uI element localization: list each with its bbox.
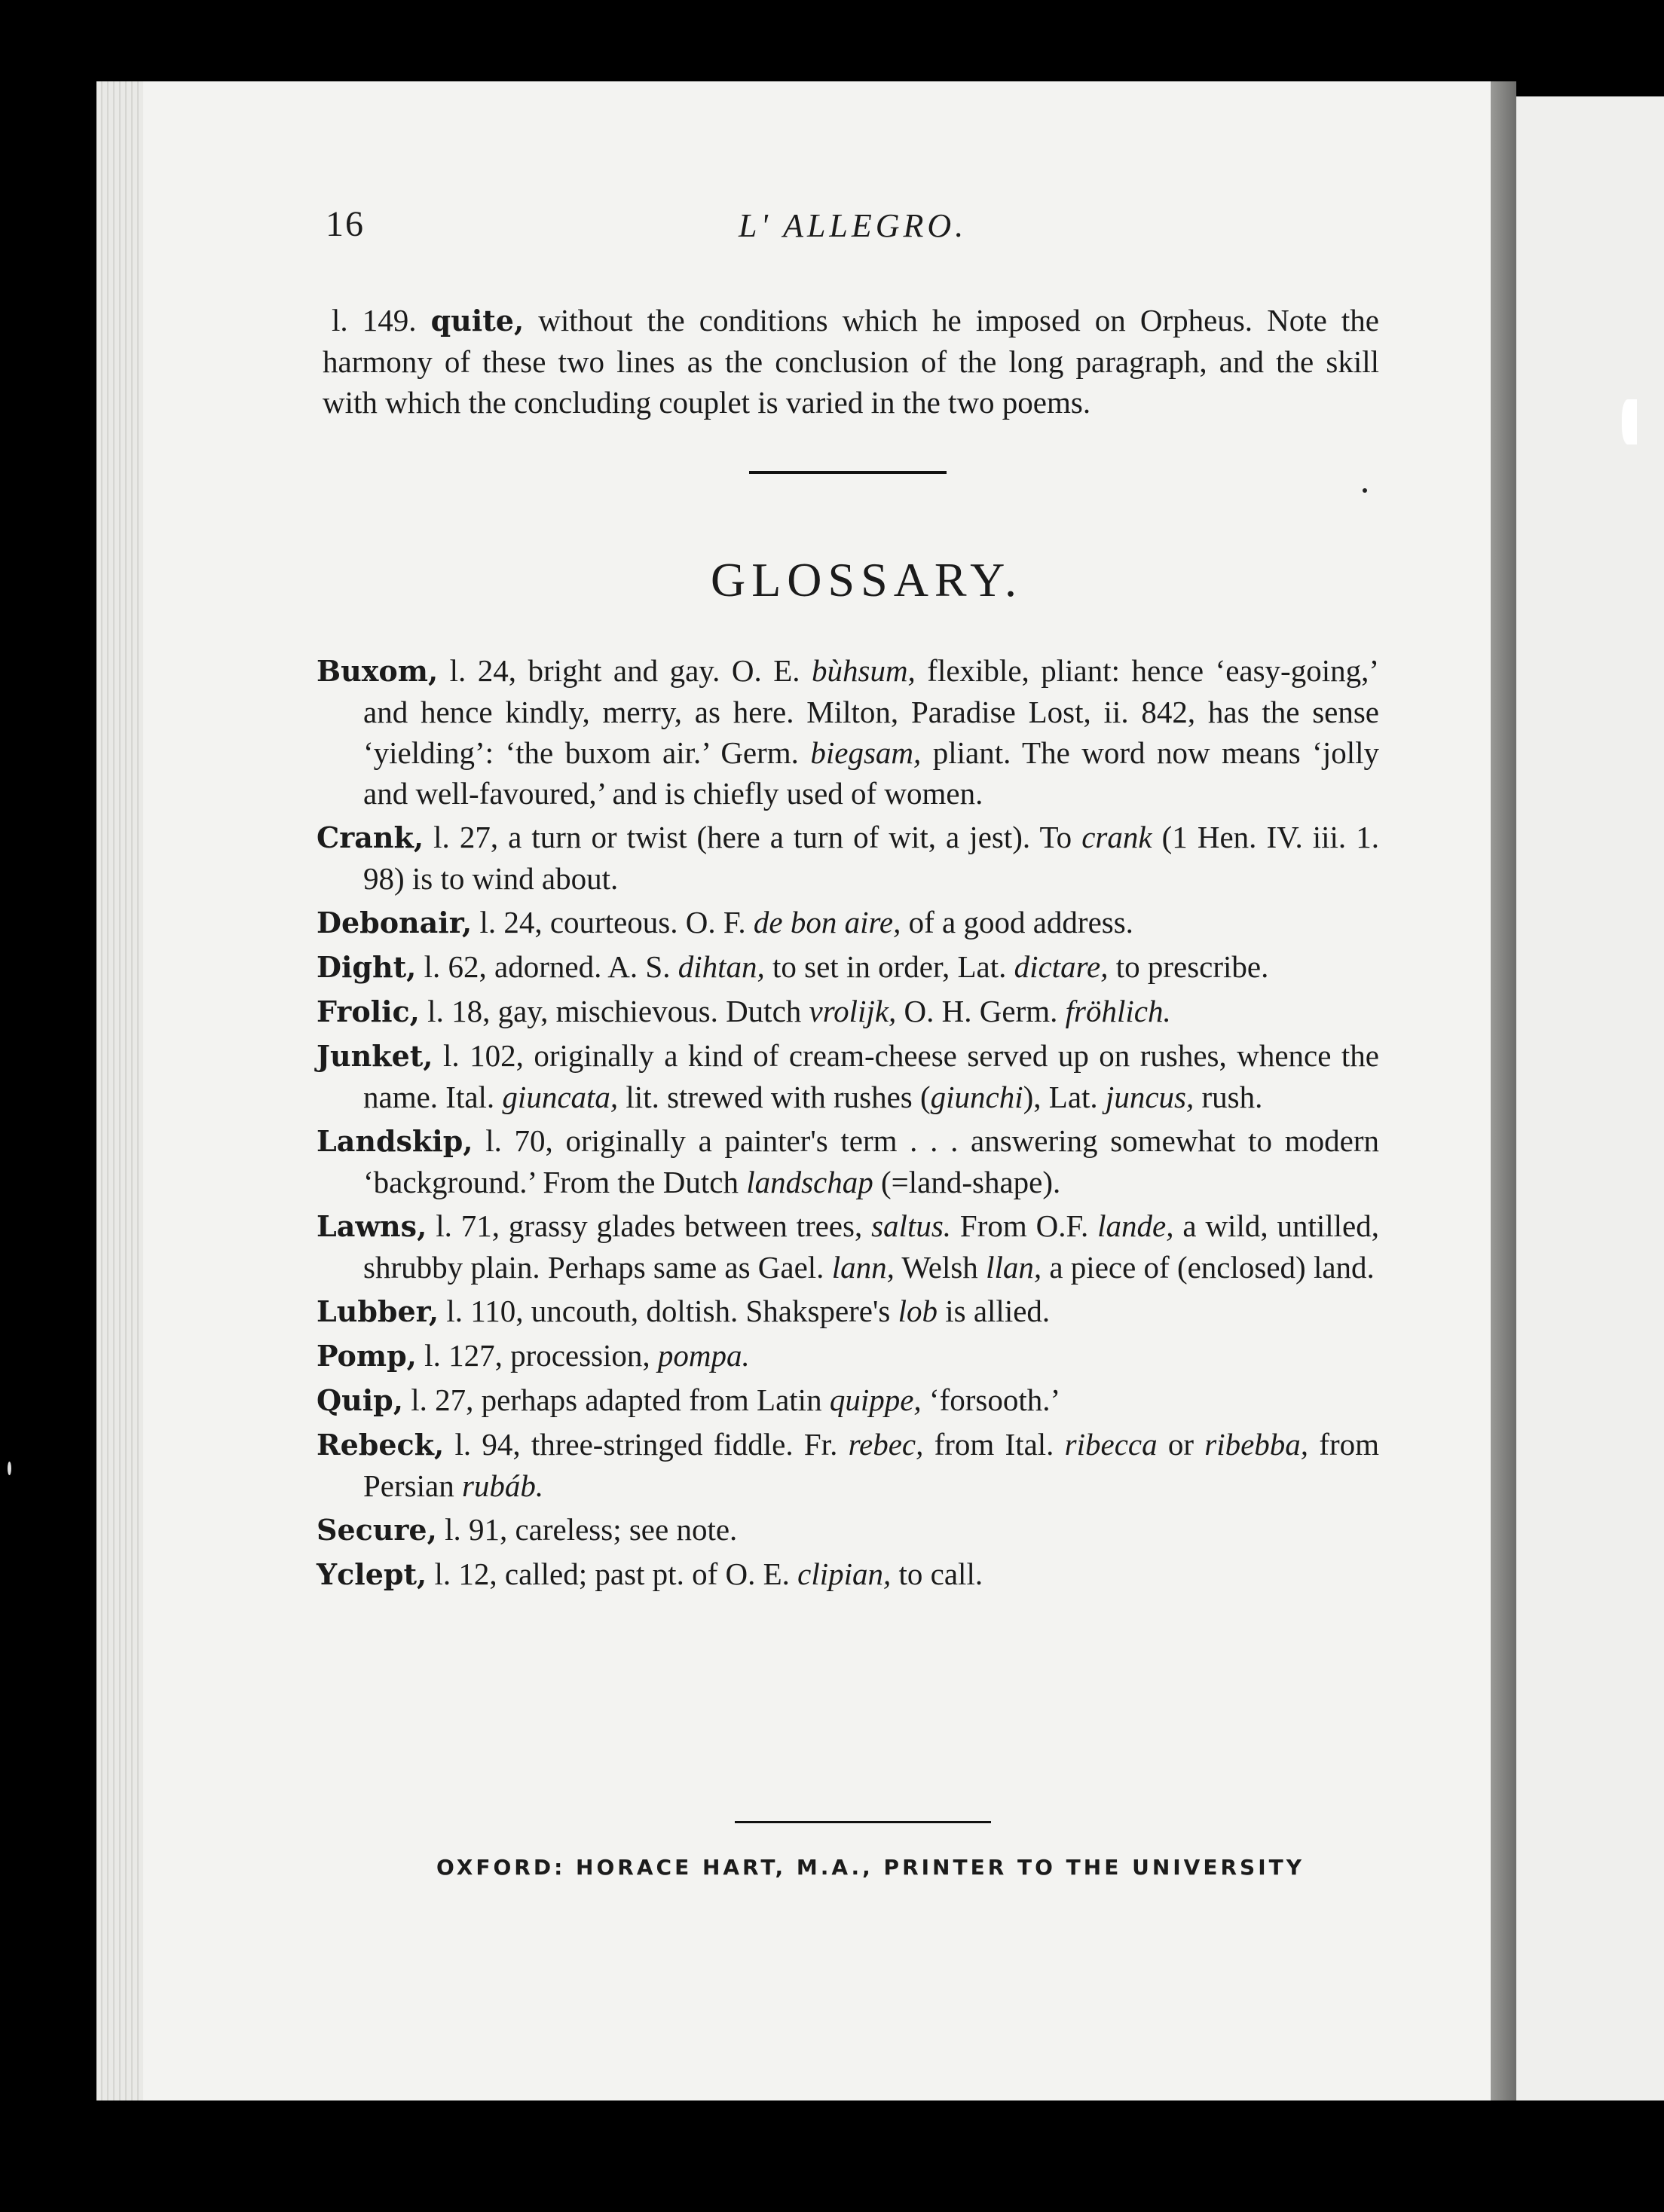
glossary-italic-word: giuncata, [502, 1080, 619, 1114]
glossary-entry [317, 1291, 1379, 1332]
glossary-entry [317, 1554, 1379, 1595]
glossary-italic-word: landschap [746, 1165, 873, 1199]
glossary-entry [317, 817, 1379, 899]
glossary-entry [317, 902, 1379, 943]
glossary-italic-word: lande, [1097, 1208, 1174, 1243]
glossary-italic-word: pompa. [657, 1338, 750, 1373]
glossary-term: Dight, [317, 950, 417, 984]
glossary-italic-word: juncus, [1105, 1080, 1194, 1114]
running-title: L' ALLEGRO. [739, 207, 968, 244]
glossary-italic-word: rubáb. [461, 1468, 544, 1503]
glossary-entry [317, 1120, 1379, 1202]
glossary-italic-word: dihtan, [678, 949, 765, 984]
glossary-term: Junket, [317, 1039, 433, 1073]
glossary-entry [317, 1335, 1379, 1376]
glossary-term: Quip, [317, 1383, 403, 1417]
glossary-term: Rebeck, [317, 1428, 445, 1462]
glossary-definition-text: lit. strewed with rushes ( [618, 1080, 931, 1114]
glossary-italic-word: biegsam, [810, 735, 922, 770]
page-number: 16 [326, 204, 365, 244]
note-lemma: quite, [430, 304, 525, 338]
glossary-italic-word: vrolijk, [809, 994, 897, 1028]
glossary-definition-text: from Ital. [923, 1427, 1065, 1462]
glossary-italic-word: lob [898, 1294, 938, 1328]
glossary-definition-text: l. 71, grassy glades between trees, [427, 1208, 872, 1243]
glossary-definition-text: l. 18, gay, mischievous. Dutch [419, 994, 809, 1028]
glossary-entry [317, 991, 1379, 1032]
glossary-definition-text: a piece of (enclosed) land. [1042, 1250, 1375, 1285]
glossary-definition-text: l. 110, uncouth, doltish. Shakspere's [439, 1294, 898, 1328]
glossary-definition-text: From O.F. [951, 1208, 1098, 1243]
page-content [317, 203, 1379, 1880]
glossary-italic-word: quippe, [829, 1382, 922, 1417]
glossary-term: Debonair, [317, 906, 473, 939]
footer-divider [735, 1821, 991, 1823]
glossary-heading: GLOSSARY. [710, 553, 1023, 606]
running-head [317, 203, 1379, 271]
glossary-italic-word: crank [1081, 820, 1152, 854]
glossary-term: Yclept, [317, 1557, 427, 1591]
glossary-term: Landskip, [317, 1124, 473, 1158]
glossary-definition-text: or [1157, 1427, 1205, 1462]
glossary-italic-word: ribebba, [1204, 1427, 1309, 1462]
glossary-list [317, 650, 1379, 1595]
glossary-definition-text: flexible, pliant: hence ‘easy-going,’ and hence kindly, merry, as here. Milton, Paradise Lost, ii. 842, has the sense ‘yielding’: ‘the buxom air.’ Germ. [363, 653, 1380, 770]
glossary-definition-text: l. 27, a turn or twist (here a turn of wit, a jest). To [424, 820, 1082, 854]
glossary-definition-text: to set in order, Lat. [764, 949, 1014, 984]
glossary-entry [317, 946, 1379, 988]
glossary-definition-text: rush. [1194, 1080, 1263, 1114]
glossary-term: Lubber, [317, 1294, 439, 1328]
glossary-definition-text: ), Lat. [1023, 1080, 1106, 1114]
closing-note [323, 300, 1379, 423]
glossary-term: Secure, [317, 1513, 437, 1547]
glossary-entry [317, 1205, 1379, 1288]
glossary-definition-text: l. 62, adorned. A. S. [416, 949, 678, 984]
glossary-italic-word: bùhsum, [811, 653, 916, 688]
facing-page [1516, 96, 1664, 2100]
glossary-definition-text: to call. [891, 1557, 983, 1591]
glossary-definition-text: (=land-shape). [873, 1165, 1061, 1199]
glossary-definition-text: l. 12, called; past pt. of O. E. [427, 1557, 798, 1591]
note-text: without the conditions which he imposed on Orpheus. Note the harmony of these two lines as the conclusion of the long paragraph, and the skill with which the concluding couplet is varied in the two poems. [323, 303, 1379, 420]
glossary-term: Crank, [317, 820, 424, 854]
scan-speck [1622, 399, 1637, 445]
glossary-definition-text: l. 24, bright and gay. O. E. [438, 653, 812, 688]
note-line-ref: l. 149. [332, 303, 417, 338]
glossary-definition-text: l. 102, originally a kind of cream-cheese served up on rushes, whence the name. Ital. [363, 1038, 1379, 1114]
glossary-entry [317, 1035, 1379, 1117]
section-divider [749, 471, 947, 474]
glossary-definition-text: l. 24, courteous. O. F. [472, 905, 754, 939]
glossary-entry [317, 1424, 1379, 1506]
glossary-italic-word: llan, [986, 1250, 1042, 1285]
glossary-definition-text: pliant. The word now means ‘jolly and well-favoured,’ and is chiefly used of women. [363, 735, 1380, 811]
glossary-definition-text: O. H. Germ. [896, 994, 1066, 1028]
glossary-italic-word: fröhlich. [1065, 994, 1171, 1028]
glossary-term: Frolic, [317, 994, 420, 1028]
printer-imprint: OXFORD: HORACE HART, M.A., PRINTER TO THE UNIVERSITY [436, 1855, 1305, 1880]
scan-speck [8, 1462, 11, 1475]
glossary-italic-word: lann, [831, 1250, 895, 1285]
glossary-definition-text: ‘forsooth.’ [921, 1382, 1061, 1417]
glossary-entry [317, 1379, 1379, 1421]
glossary-italic-word: de bon aire, [753, 905, 901, 939]
glossary-term: Pomp, [317, 1339, 417, 1373]
glossary-italic-word: clipian, [797, 1557, 892, 1591]
glossary-definition-text: (1 Hen. IV. iii. 1. 98) is to wind about. [363, 820, 1379, 896]
glossary-definition-text: of a good address. [901, 905, 1133, 939]
glossary-definition-text: l. 91, careless; see note. [436, 1512, 738, 1547]
glossary-definition-text: l. 70, originally a painter's term . . . answering somewhat to modern ‘background.’ From the Dutch [363, 1123, 1379, 1199]
glossary-entry [317, 1509, 1379, 1551]
glossary-definition-text: l. 27, perhaps adapted from Latin [402, 1382, 830, 1417]
glossary-italic-word: dictare, [1014, 949, 1109, 984]
glossary-definition-text: from Persian [363, 1427, 1379, 1503]
glossary-definition-text: l. 94, three-stringed fiddle. Fr. [444, 1427, 849, 1462]
glossary-definition-text: a wild, untilled, shrubby plain. Perhaps same as Gael. [363, 1208, 1379, 1285]
glossary-term: Lawns, [317, 1209, 427, 1243]
glossary-definition-text: l. 127, procession, [416, 1338, 658, 1373]
glossary-entry [317, 650, 1379, 814]
page-fold-shadow [1491, 81, 1516, 2100]
glossary-definition-text: is allied. [938, 1294, 1051, 1328]
glossary-italic-word: giunchi [930, 1080, 1023, 1114]
glossary-definition-text: Welsh [894, 1250, 986, 1285]
glossary-italic-word: rebec, [848, 1427, 924, 1462]
glossary-italic-word: ribecca [1064, 1427, 1158, 1462]
glossary-italic-word: saltus. [871, 1208, 952, 1243]
glossary-definition-text: to prescribe. [1108, 949, 1269, 984]
glossary-term: Buxom, [317, 654, 439, 688]
page-edges [96, 81, 143, 2100]
